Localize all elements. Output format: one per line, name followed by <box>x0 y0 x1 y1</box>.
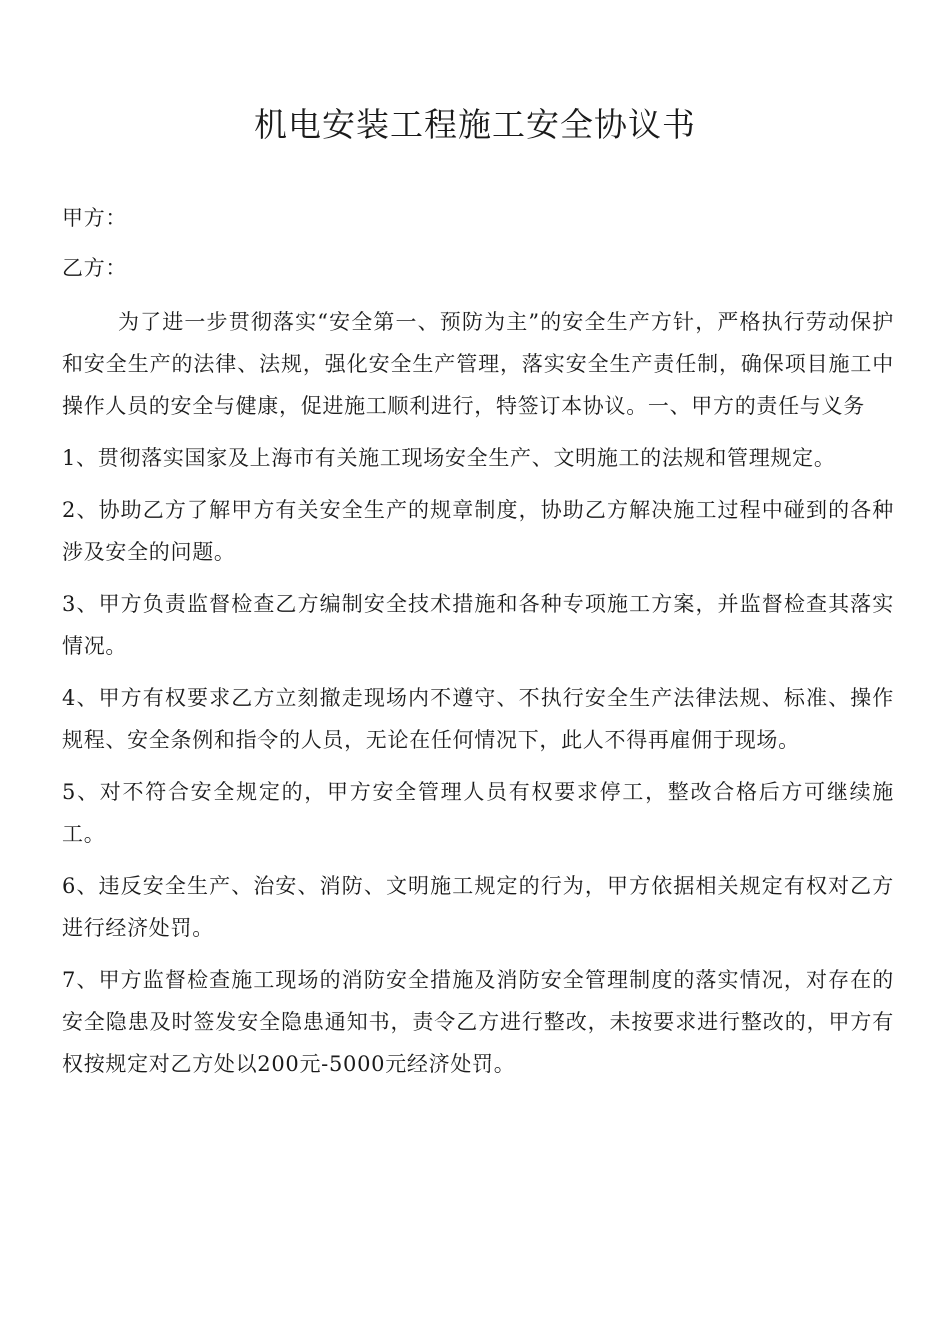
clause-item-4: 4、甲方有权要求乙方立刻撤走现场内不遵守、不执行安全生产法律法规、标准、操作规程、安全条例和指令的人员，无论在任何情况下，此人不得再雇佣于现场。 <box>62 686 894 752</box>
party-a-line: 甲方： <box>62 206 128 230</box>
clause-item-3: 3、甲方负责监督检查乙方编制安全技术措施和各种专项施工方案，并监督检查其落实情况。 <box>62 592 894 658</box>
clause-item-1: 1、贯彻落实国家及上海市有关施工现场安全生产、文明施工的法规和管理规定。 <box>62 446 836 470</box>
clause-item-7: 7、甲方监督检查施工现场的消防安全措施及消防安全管理制度的落实情况，对存在的安全隐患及时签发安全隐患通知书，责令乙方进行整改，未按要求进行整改的，甲方有权按规定对乙方处以200元-5000元经济处罚。 <box>62 968 894 1076</box>
clause-item-6: 6、违反安全生产、治安、消防、文明施工规定的行为，甲方依据相关规定有权对乙方进行经济处罚。 <box>62 874 894 940</box>
party-b-line: 乙方： <box>62 256 128 280</box>
intro-paragraph: 为了进一步贯彻落实“安全第一、预防为主”的安全生产方针，严格执行劳动保护和安全生产的法律、法规，强化安全生产管理，落实安全生产责任制，确保项目施工中操作人员的安全与健康，促进施工顺利进行，特签订本协议。一、甲方的责任与义务 <box>62 310 894 418</box>
clause-item-5: 5、对不符合安全规定的，甲方安全管理人员有权要求停工，整改合格后方可继续施工。 <box>62 780 894 846</box>
clause-item-2: 2、协助乙方了解甲方有关安全生产的规章制度，协助乙方解决施工过程中碰到的各种涉及安全的问题。 <box>62 498 894 564</box>
document-title: 机电安装工程施工安全协议书 <box>254 105 696 144</box>
document-body <box>62 197 894 1095</box>
